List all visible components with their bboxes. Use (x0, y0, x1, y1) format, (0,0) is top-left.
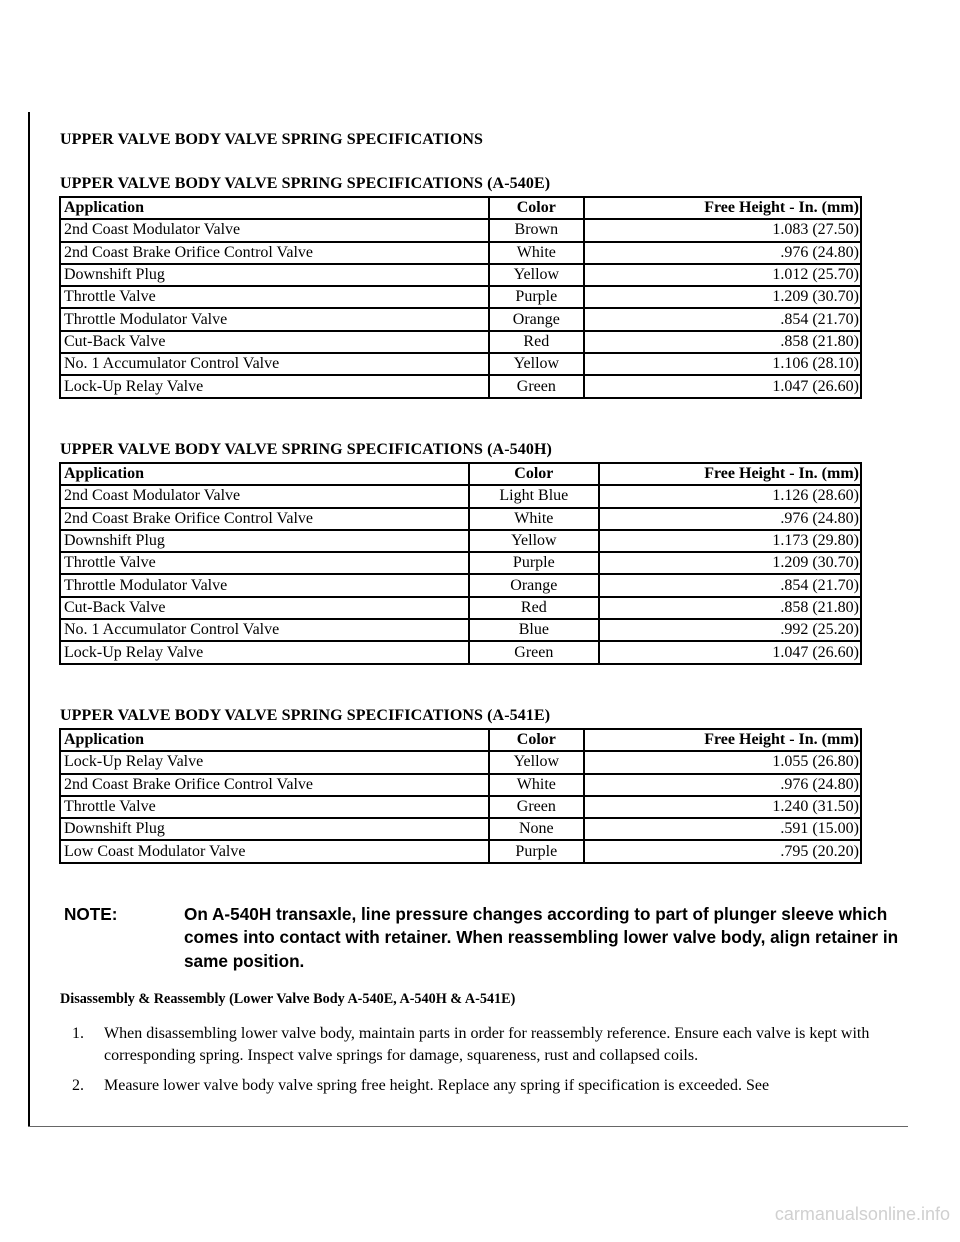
list-item (60, 1023, 905, 1066)
cell-application: Low Coast Modulator Valve (60, 840, 489, 862)
cell-color: Yellow (489, 353, 584, 375)
cell-color: White (489, 774, 584, 796)
table-row (60, 597, 861, 619)
cell-color: Green (469, 641, 599, 663)
table-row (60, 619, 861, 641)
cell-application: Lock-Up Relay Valve (60, 751, 489, 773)
table-row (60, 552, 861, 574)
cell-application: 2nd Coast Brake Orifice Control Valve (60, 774, 489, 796)
column-header-color: Color (489, 197, 584, 219)
cell-color: Light Blue (469, 485, 599, 507)
cell-free-height: 1.240 (31.50) (584, 796, 861, 818)
cell-color: Yellow (489, 751, 584, 773)
cell-application: Throttle Valve (60, 796, 489, 818)
cell-application: 2nd Coast Brake Orifice Control Valve (60, 508, 469, 530)
table-row (60, 774, 861, 796)
step-text: When disassembling lower valve body, maintain parts in order for reassembly reference. Ensure each valve is kept with corresponding spring. Inspect valve springs for damage, squareness, rust and collapsed coils. (104, 1025, 870, 1064)
column-header-color: Color (469, 463, 599, 485)
cell-free-height: .858 (21.80) (584, 331, 861, 353)
cell-color: Purple (489, 286, 584, 308)
cell-color: Purple (489, 840, 584, 862)
table-header-row (60, 197, 861, 219)
table-row (60, 508, 861, 530)
table-heading-a541e: UPPER VALVE BODY VALVE SPRING SPECIFICATIONS (A-541E) (60, 707, 551, 724)
cell-free-height: .976 (24.80) (584, 242, 861, 264)
table-row (60, 242, 861, 264)
procedure-steps (60, 1023, 905, 1106)
cell-free-height: 1.047 (26.60) (599, 641, 861, 663)
table-header-row (60, 729, 861, 751)
cell-color: Brown (489, 219, 584, 241)
cell-free-height: .858 (21.80) (599, 597, 861, 619)
cell-color: White (469, 508, 599, 530)
cell-free-height: 1.083 (27.50) (584, 219, 861, 241)
table-row (60, 219, 861, 241)
table-row (60, 375, 861, 397)
cell-free-height: 1.209 (30.70) (599, 552, 861, 574)
table-row (60, 264, 861, 286)
spec-table-a541e (59, 728, 862, 864)
spec-table-a540e (59, 196, 862, 399)
column-header-free-height: Free Height - In. (mm) (599, 463, 861, 485)
table-row (60, 286, 861, 308)
table-row (60, 331, 861, 353)
cell-application: 2nd Coast Brake Orifice Control Valve (60, 242, 489, 264)
table-row (60, 751, 861, 773)
watermark: carmanualsonline.info (774, 1204, 950, 1224)
cell-color: Green (489, 375, 584, 397)
cell-application: 2nd Coast Modulator Valve (60, 219, 489, 241)
step-number: 1. (72, 1025, 84, 1042)
cell-color: Green (489, 796, 584, 818)
cell-free-height: .976 (24.80) (599, 508, 861, 530)
cell-application: Cut-Back Valve (60, 597, 469, 619)
cell-application: No. 1 Accumulator Control Valve (60, 619, 469, 641)
cell-application: Throttle Valve (60, 286, 489, 308)
cell-color: Blue (469, 619, 599, 641)
table-row (60, 308, 861, 330)
table-row (60, 641, 861, 663)
table-row (60, 530, 861, 552)
cell-free-height: 1.047 (26.60) (584, 375, 861, 397)
cell-color: Yellow (489, 264, 584, 286)
column-header-color: Color (489, 729, 584, 751)
page-title: UPPER VALVE BODY VALVE SPRING SPECIFICATIONS (60, 131, 484, 148)
cell-color: Orange (489, 308, 584, 330)
table-row (60, 818, 861, 840)
cell-color: Purple (469, 552, 599, 574)
cell-application: Throttle Modulator Valve (60, 574, 469, 596)
table-heading-a540e: UPPER VALVE BODY VALVE SPRING SPECIFICATIONS (A-540E) (60, 175, 551, 192)
column-header-free-height: Free Height - In. (mm) (584, 197, 861, 219)
cell-free-height: 1.173 (29.80) (599, 530, 861, 552)
step-text: Measure lower valve body valve spring free height. Replace any spring if specification is exceeded. See (104, 1077, 770, 1095)
cell-color: Orange (469, 574, 599, 596)
cell-color: White (489, 242, 584, 264)
table-heading-a540h: UPPER VALVE BODY VALVE SPRING SPECIFICATIONS (A-540H) (60, 441, 552, 458)
cell-free-height: 1.106 (28.10) (584, 353, 861, 375)
column-header-free-height: Free Height - In. (mm) (584, 729, 861, 751)
cell-application: 2nd Coast Modulator Valve (60, 485, 469, 507)
cell-free-height: 1.126 (28.60) (599, 485, 861, 507)
cell-color: Red (469, 597, 599, 619)
cell-free-height: 1.209 (30.70) (584, 286, 861, 308)
table-row (60, 840, 861, 862)
list-item (60, 1075, 905, 1097)
cell-application: Downshift Plug (60, 530, 469, 552)
note-text: On A-540H transaxle, line pressure changes according to part of plunger sleeve which comes into contact with retainer. When reassembling lower valve body, align retainer in same position. (184, 904, 899, 971)
cell-free-height: 1.012 (25.70) (584, 264, 861, 286)
cell-application: No. 1 Accumulator Control Valve (60, 353, 489, 375)
cell-application: Cut-Back Valve (60, 331, 489, 353)
step-number: 2. (72, 1077, 84, 1095)
cell-free-height: 1.055 (26.80) (584, 751, 861, 773)
procedure-subheading: Disassembly & Reassembly (Lower Valve Body A-540E, A-540H & A-541E) (60, 991, 516, 1007)
cell-free-height: .854 (21.70) (584, 308, 861, 330)
note-label: NOTE: (64, 904, 118, 924)
footer-rule (28, 1126, 908, 1127)
spec-table-a540h (59, 462, 862, 665)
table-header-row (60, 463, 861, 485)
column-header-application: Application (60, 729, 489, 751)
cell-application: Lock-Up Relay Valve (60, 375, 489, 397)
column-header-application: Application (60, 463, 469, 485)
table-row (60, 796, 861, 818)
cell-free-height: .591 (15.00) (584, 818, 861, 840)
table-row (60, 574, 861, 596)
cell-color: None (489, 818, 584, 840)
cell-application: Downshift Plug (60, 818, 489, 840)
left-margin-rule (28, 112, 30, 1126)
column-header-application: Application (60, 197, 489, 219)
cell-free-height: .854 (21.70) (599, 574, 861, 596)
cell-free-height: .976 (24.80) (584, 774, 861, 796)
cell-free-height: .992 (25.20) (599, 619, 861, 641)
cell-free-height: .795 (20.20) (584, 840, 861, 862)
cell-color: Red (489, 331, 584, 353)
cell-color: Yellow (469, 530, 599, 552)
cell-application: Throttle Modulator Valve (60, 308, 489, 330)
table-row (60, 353, 861, 375)
table-row (60, 485, 861, 507)
cell-application: Lock-Up Relay Valve (60, 641, 469, 663)
cell-application: Downshift Plug (60, 264, 489, 286)
cell-application: Throttle Valve (60, 552, 469, 574)
